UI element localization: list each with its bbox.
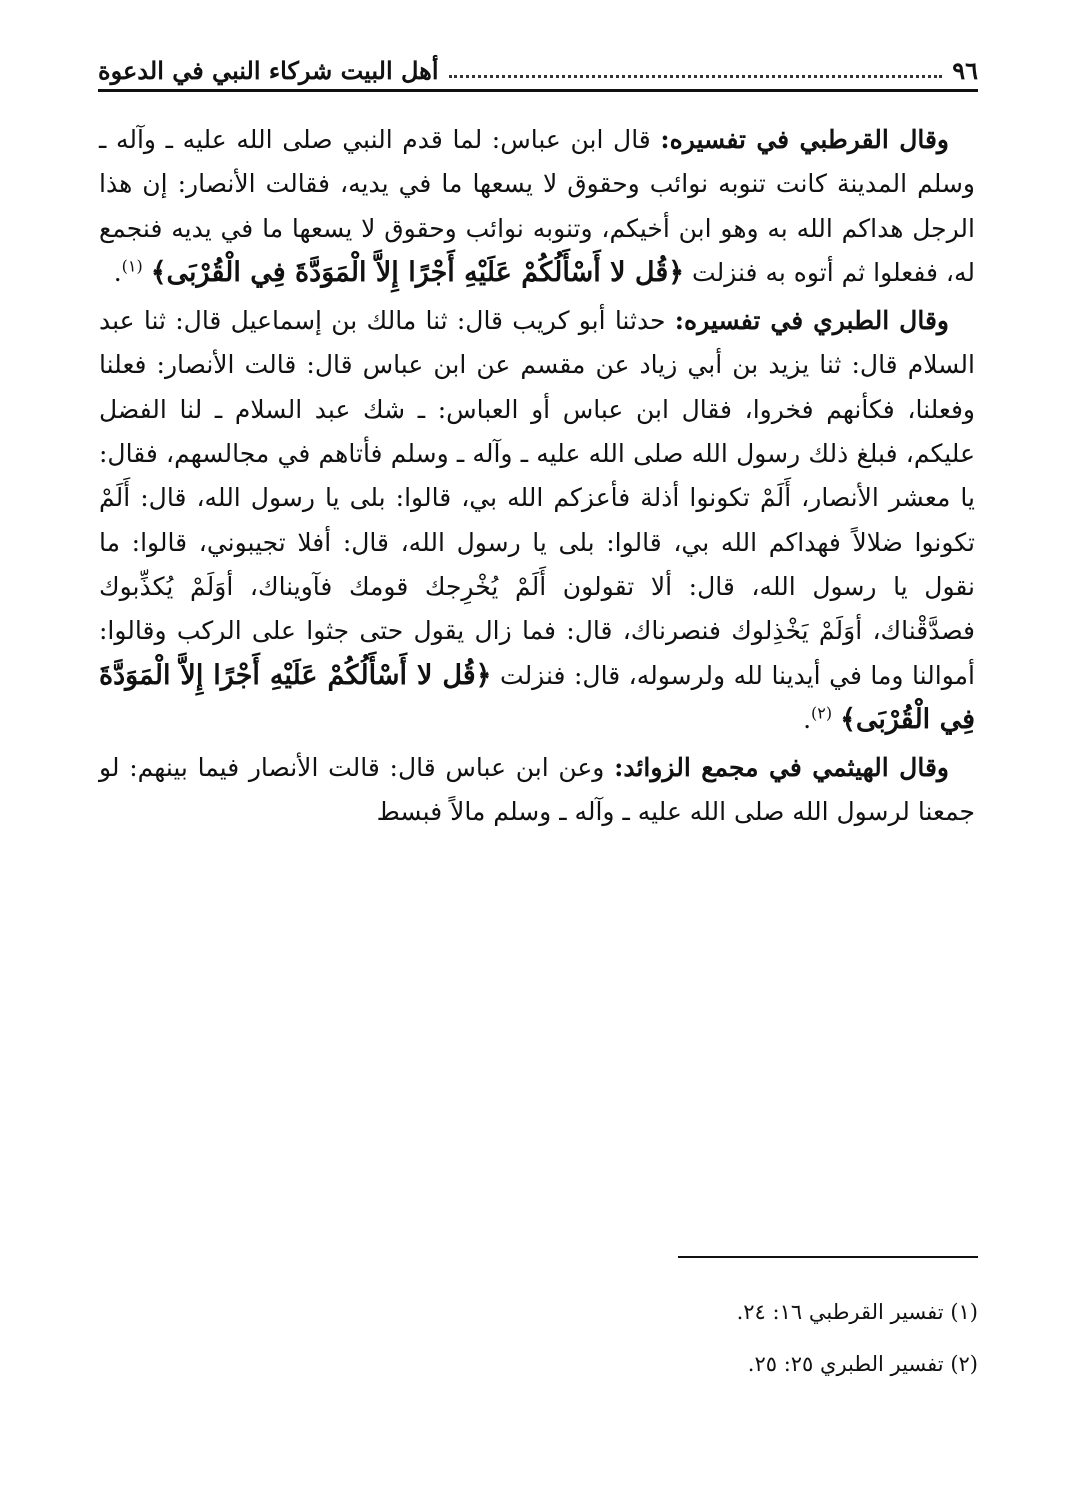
page-number: ٩٦: [952, 56, 978, 85]
paragraph-haythami: [99, 746, 975, 835]
paragraph-lead: وقال الطبري في تفسيره:: [674, 306, 949, 336]
paragraph-end: .: [803, 704, 812, 734]
paragraph-text: قال ابن عباس: لما قدم النبي صلى الله عليه ـ وآله ـ وسلم المدينة كانت تنوبه نوائب وحقوق لا يسعها ما في يديه، فقالت الأنصار: إن هذا الرجل هداكم الله به وهو ابن أخيكم، وتنوبه نوائب وحقوق لا يسعها ما في يديه فنجمع له، ففعلوا ثم أتوه به فنزلت: [99, 125, 975, 287]
running-title: أهل البيت شركاء النبي في الدعوة: [98, 56, 439, 85]
footnote-ref: (١): [121, 256, 143, 276]
footnotes: [102, 1296, 978, 1400]
paragraph-lead: وقال الهيثمي في مجمع الزوائد:: [614, 753, 949, 783]
paragraph-tabari: [99, 299, 975, 742]
quran-verse: ﴿قُل لا أَسْأَلُكُمْ عَلَيْهِ أَجْرًا إِلاَّ الْمَوَدَّةَ فِي الْقُرْبَى﴾: [150, 256, 685, 288]
dot-leader: [449, 75, 943, 78]
paragraph-text: حدثنا أبو كريب قال: ثنا مالك بن إسماعيل قال: ثنا عبد السلام قال: ثنا يزيد بن أبي زياد عن مقسم عن ابن عباس قال: قالت الأنصار: فعلنا وفعلنا، فكأنهم فخروا، فقال ابن عباس أو العباس: ـ شك عبد السلام ـ لنا الفضل عليكم، فبلغ ذلك رسول الله صلى الله عليه ـ وآله ـ وسلم فأتاهم في مجالسهم، فقال: يا معشر الأنصار، أَلَمْ تكونوا أذلة فأعزكم الله بي، قالوا: بلى يا رسول الله، قال: أَلَمْ تكونوا ضلالاً فهداكم الله بي، قالوا: بلى يا رسول الله، قال: أفلا تجيبوني، قالوا: ما نقول يا رسول الله، قال: ألا تقولون أَلَمْ يُخْرِجك قومك فآويناك، أوَلَمْ يُكذِّبوك فصدَّقْناك، أوَلَمْ يَخْذِلوك فنصرناك، قال: فما زال يقول حتى جثوا على الركب وقالوا: أموالنا وما في أيدينا لله ولرسوله، قال: فنزلت: [99, 306, 975, 690]
header-rule: [98, 89, 978, 92]
paragraph-qurtubi: [99, 118, 975, 295]
footnote-rule: [678, 1256, 978, 1258]
footnote-ref: (٢): [811, 703, 833, 723]
body-text: [99, 118, 975, 839]
running-header: [98, 36, 978, 86]
paragraph-lead: وقال القرطبي في تفسيره:: [660, 125, 949, 154]
quran-verse: ﴿قُل لا أَسْأَلُكُمْ عَلَيْهِ أَجْرًا إِلاَّ الْمَوَدَّةَ فِي الْقُرْبَى﴾: [99, 659, 975, 735]
paragraph-end: .: [113, 257, 122, 287]
paragraph-text: وعن ابن عباس قال: قالت الأنصار فيما بينهم: لو جمعنا لرسول الله صلى الله عليه ـ وآله ـ وسلم مالاً فبسط: [99, 753, 975, 827]
footnote-2: (٢) تفسير الطبري ٢٥: ٢٥.: [747, 1352, 978, 1376]
footnote-1: (١) تفسير القرطبي ١٦: ٢٤.: [736, 1300, 978, 1324]
